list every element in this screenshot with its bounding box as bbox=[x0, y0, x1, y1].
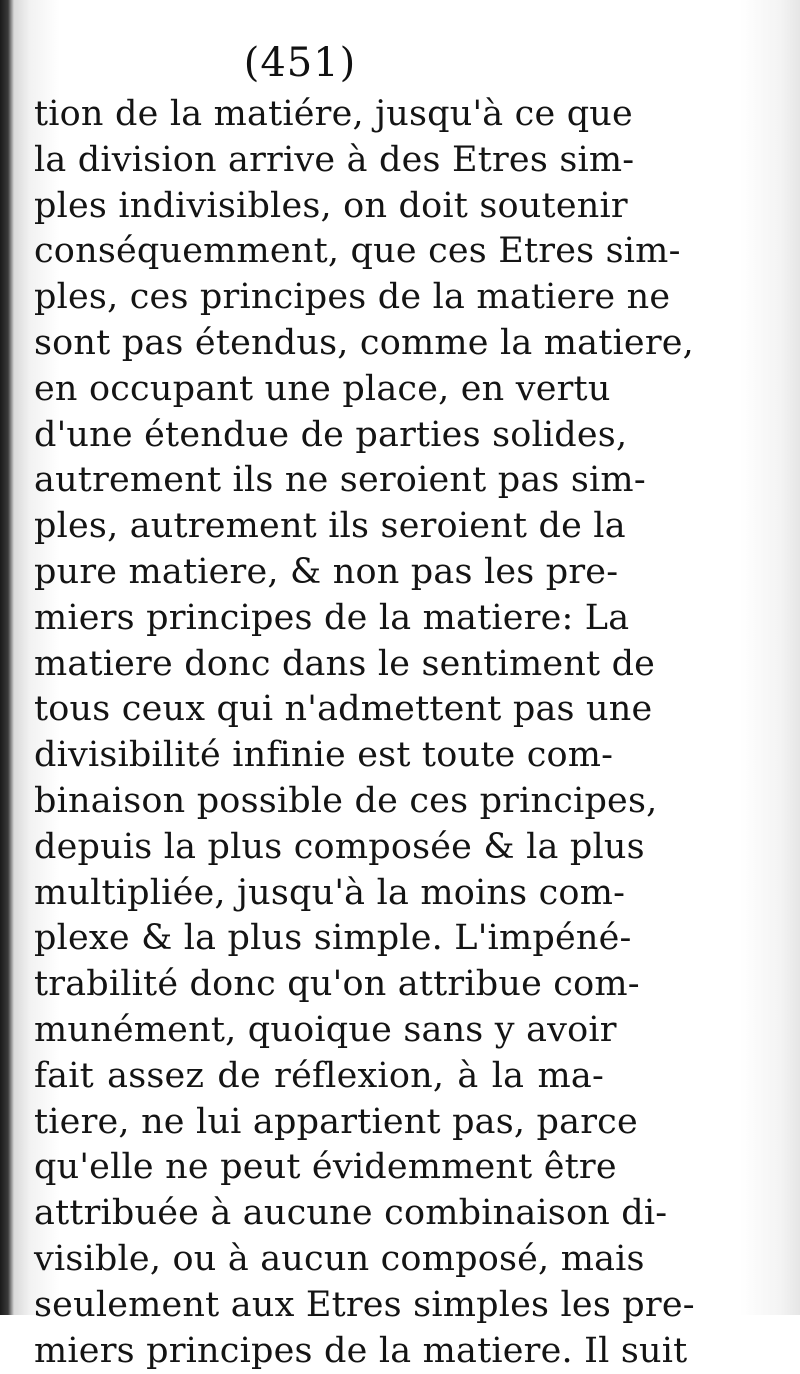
text-line: tous ceux qui n'admettent pas une bbox=[34, 689, 653, 730]
text-line: en occupant une place, en vertu bbox=[34, 368, 611, 409]
text-line: visible, ou à aucun composé, mais bbox=[34, 1238, 645, 1279]
text-line: la division arrive à des Etres sim- bbox=[34, 139, 635, 180]
text-line: plexe & la plus simple. L'impéné- bbox=[34, 918, 632, 959]
body-text bbox=[34, 92, 695, 1374]
text-line: multipliée, jusqu'à la moins com- bbox=[34, 872, 626, 913]
text-line: autrement ils ne seroient pas sim- bbox=[34, 460, 646, 501]
text-line: miers principes de la matiere: La bbox=[34, 597, 630, 638]
text-line: sont pas étendus, comme la matiere, bbox=[34, 322, 694, 363]
text-line: qu'elle ne peut évidemment être bbox=[34, 1147, 617, 1188]
text-line: matiere donc dans le sentiment de bbox=[34, 643, 656, 684]
page-number: (451) bbox=[243, 40, 357, 86]
text-line: ples, ces principes de la matiere ne bbox=[34, 277, 671, 318]
text-line: pure matiere, & non pas les pre- bbox=[34, 551, 619, 592]
text-line: seulement aux Etres simples les pre- bbox=[34, 1284, 695, 1325]
text-line: binaison possible de ces principes, bbox=[34, 780, 658, 821]
text-line: conséquemment, que ces Etres sim- bbox=[34, 231, 681, 272]
text-line: attribuée à aucune combinaison di- bbox=[34, 1193, 668, 1234]
text-line: ples indivisibles, on doit soutenir bbox=[34, 185, 628, 226]
text-line: ples, autrement ils seroient de la bbox=[34, 506, 626, 547]
text-line: d'une étendue de parties solides, bbox=[34, 414, 628, 455]
text-line: tiere, ne lui appartient pas, parce bbox=[34, 1101, 638, 1142]
text-line: munément, quoique sans y avoir bbox=[34, 1009, 617, 1050]
text-line: tion de la matiére, jusqu'à ce que bbox=[34, 94, 633, 134]
text-line: trabilité donc qu'on attribue com- bbox=[34, 964, 640, 1005]
text-line: divisibilité infinie est toute com- bbox=[34, 735, 614, 776]
text-line: depuis la plus composée & la plus bbox=[34, 826, 645, 867]
text-line: miers principes de la matiere. Il suit bbox=[34, 1330, 688, 1371]
text-line: fait assez de réflexion, à la ma- bbox=[34, 1055, 604, 1096]
